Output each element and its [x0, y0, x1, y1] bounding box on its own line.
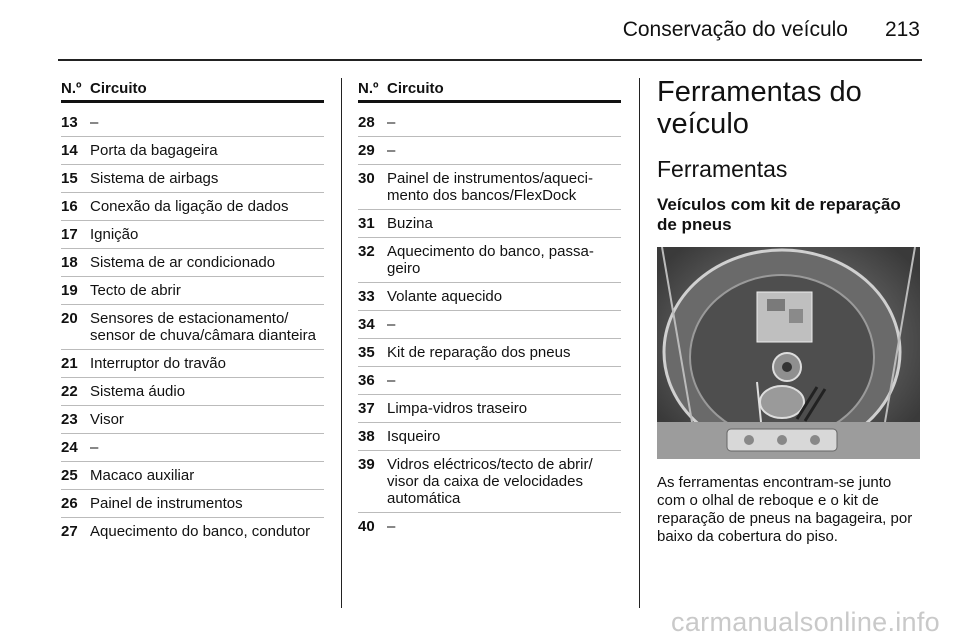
fuse-table-left: [61, 78, 324, 545]
circuit-name: Limpa-vidros traseiro: [387, 400, 528, 417]
table-row: [61, 109, 324, 137]
circuit-name: Porta da bagageira: [90, 142, 218, 159]
spare-wheel-well-photo: [657, 247, 920, 459]
circuit-name: Aquecimento do banco, passageiro: [387, 243, 594, 277]
table-row: [61, 378, 324, 406]
page-number: 213: [884, 18, 920, 41]
table-row: [358, 238, 621, 283]
table-body: [61, 103, 324, 545]
fuse-number: 22: [61, 383, 78, 400]
table-row: [358, 137, 621, 165]
table-row: [358, 395, 621, 423]
circuit-name: Vidros eléctricos/tecto de abrir/ visor da caixa de velocidades automática: [387, 456, 593, 507]
header-num: N.º: [61, 80, 82, 97]
fuse-number: 21: [61, 355, 78, 372]
fuse-number: 40: [358, 518, 375, 535]
table-row: [61, 249, 324, 277]
fuse-number: 34: [358, 316, 375, 333]
circuit-name: –: [90, 439, 99, 456]
header-title: Conservação do veículo: [622, 18, 848, 41]
table-row: [61, 490, 324, 518]
circuit-name: –: [387, 518, 396, 535]
circuit-name: Visor: [90, 411, 124, 428]
table-row: [61, 221, 324, 249]
page-header: [58, 0, 922, 61]
fuse-number: 16: [61, 198, 78, 215]
fuse-number: 24: [61, 439, 78, 456]
table-row: [61, 350, 324, 378]
fuse-number: 27: [61, 523, 78, 540]
circuit-name: Volante aquecido: [387, 288, 503, 305]
circuit-name: –: [387, 372, 396, 389]
table-row: [61, 434, 324, 462]
circuit-name: Painel de instrumentos/aquecimento dos bancos/FlexDock: [387, 170, 593, 204]
circuit-name: Aquecimento do banco, condutor: [90, 523, 311, 540]
tools-section: [657, 78, 922, 546]
circuit-name: Isqueiro: [387, 428, 441, 445]
table-row: [358, 339, 621, 367]
fuse-number: 36: [358, 372, 375, 389]
table-row: [61, 137, 324, 165]
table-body: [358, 103, 621, 540]
header-circuit: Circuito: [90, 80, 147, 97]
fuse-number: 28: [358, 114, 375, 131]
table-row: [61, 406, 324, 434]
section-title: Ferramentas do veículo: [657, 76, 862, 140]
header-num: N.º: [358, 80, 379, 97]
table-row: [61, 462, 324, 490]
fuse-number: 17: [61, 226, 78, 243]
table-row: [61, 193, 324, 221]
table-row: [358, 513, 621, 540]
fuse-number: 19: [61, 282, 78, 299]
table-row: [61, 277, 324, 305]
circuit-name: –: [90, 114, 99, 131]
table-row: [358, 423, 621, 451]
column-divider: [341, 78, 342, 608]
subsubsection-title: Veículos com kit de reparação de pneus: [657, 195, 901, 234]
fuse-number: 39: [358, 456, 375, 473]
table-row: [358, 165, 621, 210]
circuit-name: Kit de reparação dos pneus: [387, 344, 571, 361]
circuit-name: –: [387, 316, 396, 333]
circuit-name: Macaco auxiliar: [90, 467, 195, 484]
fuse-number: 37: [358, 400, 375, 417]
circuit-name: Ignição: [90, 226, 139, 243]
table-row: [358, 109, 621, 137]
table-row: [358, 451, 621, 513]
subsection-title: Ferramentas: [657, 156, 788, 182]
circuit-name: Sensores de estacionamento/ sensor de chuva/câmara dianteira: [90, 310, 316, 344]
circuit-name: Interruptor do travão: [90, 355, 226, 372]
table-row: [358, 283, 621, 311]
fuse-number: 33: [358, 288, 375, 305]
fuse-number: 29: [358, 142, 375, 159]
fuse-number: 23: [61, 411, 78, 428]
fuse-number: 38: [358, 428, 375, 445]
header-circuit: Circuito: [387, 80, 444, 97]
fuse-number: 31: [358, 215, 375, 232]
circuit-name: –: [387, 142, 396, 159]
fuse-number: 18: [61, 254, 78, 271]
fuse-number: 32: [358, 243, 375, 260]
table-row: [358, 210, 621, 238]
circuit-name: –: [387, 114, 396, 131]
fuse-table-right: [358, 78, 621, 540]
column-divider: [639, 78, 640, 608]
fuse-number: 35: [358, 344, 375, 361]
table-row: [61, 305, 324, 350]
fuse-number: 30: [358, 170, 375, 187]
circuit-name: Sistema de airbags: [90, 170, 219, 187]
circuit-name: Sistema de ar condicionado: [90, 254, 276, 271]
table-row: [358, 367, 621, 395]
circuit-name: Painel de instrumentos: [90, 495, 243, 512]
fuse-number: 26: [61, 495, 78, 512]
circuit-name: Conexão da ligação de dados: [90, 198, 289, 215]
tools-description: As ferramentas encontram-se junto com o olhal de reboque e o kit de reparação de pneus na bagageira, por baixo da cobertura do piso.: [657, 474, 913, 545]
fuse-number: 13: [61, 114, 78, 131]
fuse-number: 14: [61, 142, 78, 159]
fuse-number: 20: [61, 310, 78, 327]
table-row: [358, 311, 621, 339]
fuse-number: 25: [61, 467, 78, 484]
table-row: [61, 165, 324, 193]
fuse-number: 15: [61, 170, 78, 187]
watermark: carmanualsonline.info: [671, 607, 940, 637]
table-row: [61, 518, 324, 545]
circuit-name: Buzina: [387, 215, 433, 232]
table-header: [358, 78, 621, 103]
circuit-name: Sistema áudio: [90, 383, 186, 400]
table-header: [61, 78, 324, 103]
circuit-name: Tecto de abrir: [90, 282, 181, 299]
